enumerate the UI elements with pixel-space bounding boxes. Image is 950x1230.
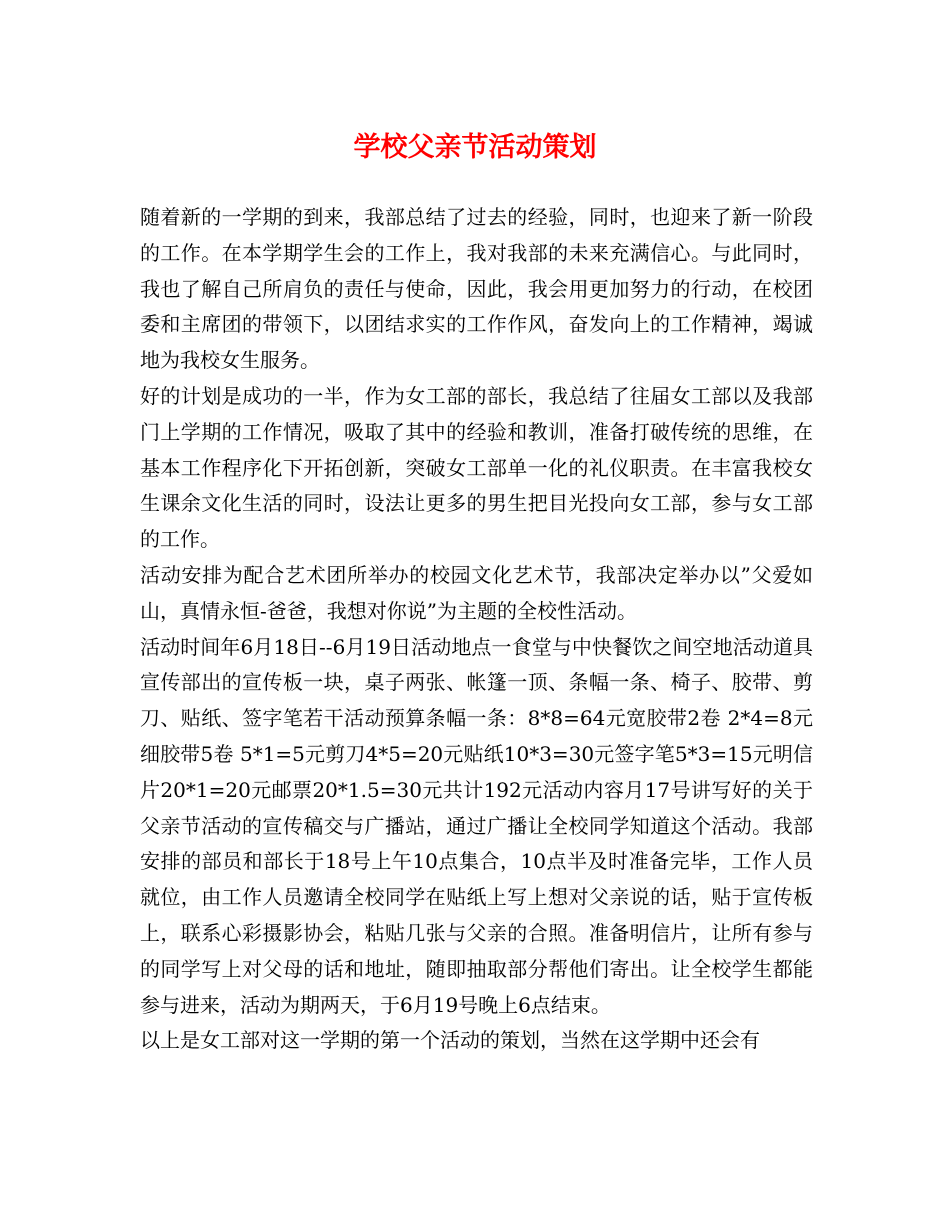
paragraph-arrangement: 活动安排为配合艺术团所举办的校园文化艺术节，我部决定举办以”父爱如山，真情永恒-爸爸，我想对你说”为主题的全校性活动。 bbox=[140, 562, 813, 623]
document-title: 学校父亲节活动策划 bbox=[353, 132, 597, 163]
paragraph-closing: 以上是女工部对这一学期的第一个活动的策划，当然在这学期中还会有 bbox=[140, 1028, 760, 1053]
document-body bbox=[140, 200, 813, 1059]
paragraph-plan: 好的计划是成功的一半，作为女工部的部长，我总结了往届女工部以及我部门上学期的工作情况，吸取了其中的经验和教训，准备打破传统的思维，在基本工作程序化下开拓创新，突破女工部单一化的礼仪职责。在丰富我校女生课余文化生活的同时，设法让更多的男生把目光投向女工部，参与女工部的工作。 bbox=[140, 383, 813, 552]
paragraph-details: 活动时间年6月18日--6月19日活动地点一食堂与中快餐饮之间空地活动道具宣传部出的宣传板一块，桌子两张、帐篷一顶、条幅一条、椅子、胶带、剪刀、贴纸、签字笔若干活动预算条幅一条：8*8=64元宽胶带2卷 2*4=8元 细胶带5卷 5*1=5元剪刀4*5=20元贴纸10*3=30元签字笔5*3=15元明信片20*1=20元邮票20*1.5=30元共计192元活动内容月17号讲写好的关于父亲节活动的宣传稿交与广播站，通过广播让全校同学知道这个活动。我部安排的部员和部长于18号上午10点集合，10点半及时准备完毕，工作人员就位，由工作人员邀请全校同学在贴纸上写上想对父亲说的话，贴于宣传板上，联系心彩摄影协会，粘贴几张与父亲的合照。准备明信片，让所有参与的同学写上对父母的话和地址，随即抽取部分帮他们寄出。让全校学生都能参与进来，活动为期两天，于6月19号晚上6点结束。 bbox=[140, 634, 813, 1017]
paragraph-intro: 随着新的一学期的到来，我部总结了过去的经验，同时，也迎来了新一阶段的工作。在本学期学生会的工作上，我对我部的未来充满信心。与此同时，我也了解自己所肩负的责任与使命，因此，我会用更加努力的行动，在校团委和主席团的带领下，以团结求实的工作作风，奋发向上的工作精神，竭诚地为我校女生服务。 bbox=[140, 205, 813, 373]
